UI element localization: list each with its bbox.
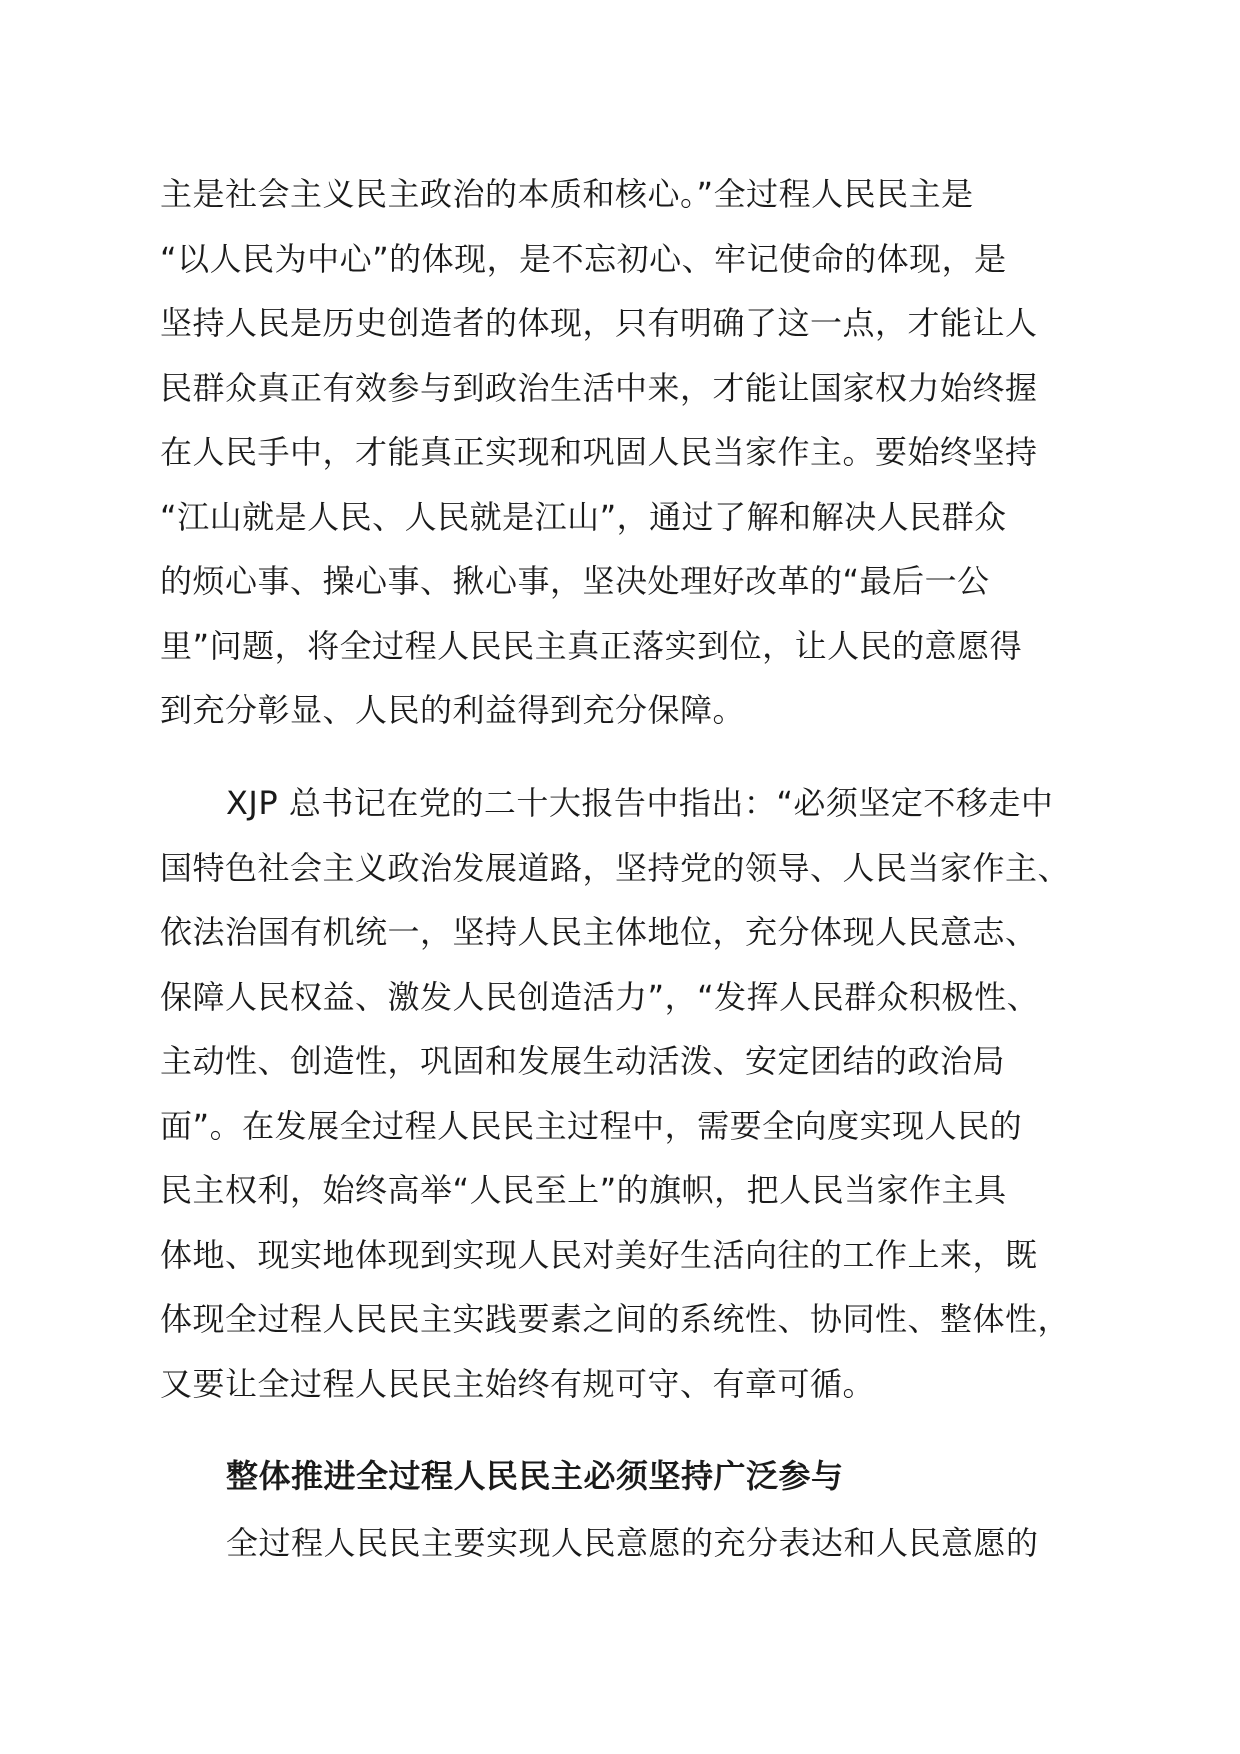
text-line: 面”。在发展全过程人民民主过程中，需要全向度实现人民的: [160, 1106, 1023, 1145]
text-line: “以人民为中心”的体现，是不忘初心、牢记使命的体现，是: [160, 239, 1007, 278]
text-line: 保障人民权益、激发人民创造活力”，“发挥人民群众积极性、: [160, 977, 1040, 1016]
text-line: 里”问题，将全过程人民民主真正落实到位，让人民的意愿得: [160, 626, 1023, 665]
text-line: 在人民手中，才能真正实现和巩固人民当家作主。要始终坚持: [160, 433, 1038, 471]
text-line: 的烦心事、操心事、揪心事，坚决处理好改革的“最后一公: [160, 562, 990, 600]
text-line: 体地、现实地体现到实现人民对美好生活向往的工作上来，既: [160, 1235, 1038, 1274]
text-line: “江山就是人民、人民就是江山”，通过了解和解决人民群众: [160, 497, 1007, 536]
text-line: 主是社会主义民主政治的本质和核心。”全过程人民民主是: [160, 175, 974, 213]
text-line: 主动性、创造性，巩固和发展生动活泼、安定团结的政治局: [160, 1042, 1006, 1080]
text-line: 民群众真正有效参与到政治生活中来，才能让国家权力始终握: [160, 368, 1038, 407]
paragraph-2: [160, 771, 1120, 1416]
text-line: 全过程人民民主要实现人民意愿的充分表达和人民意愿的: [226, 1524, 1039, 1562]
text-line: 依法治国有机统一，坚持人民主体地位，充分体现人民意志、: [160, 913, 1038, 951]
text-line: 体现全过程人民民主实践要素之间的系统性、协同性、整体性，: [160, 1300, 1071, 1338]
paragraph-3: [160, 1511, 1120, 1576]
text-line: 国特色社会主义政治发展道路，坚持党的领导、人民当家作主、: [160, 848, 1071, 887]
section-heading: 整体推进全过程人民民主必须坚持广泛参与: [226, 1457, 844, 1495]
section-heading-block: [160, 1444, 1120, 1509]
paragraph-1: [160, 162, 1120, 743]
text-line: 又要让全过程人民民主始终有规可守、有章可循。: [160, 1364, 876, 1403]
text-line: 民主权利，始终高举“人民至上”的旗帜，把人民当家作主具: [160, 1171, 1007, 1209]
text-line: 到充分彰显、人民的利益得到充分保障。: [160, 691, 746, 729]
text-line: 坚持人民是历史创造者的体现，只有明确了这一点，才能让人: [160, 304, 1038, 342]
text-line: XJP 总书记在党的二十大报告中指出：“必须坚定不移走中: [226, 784, 1054, 822]
